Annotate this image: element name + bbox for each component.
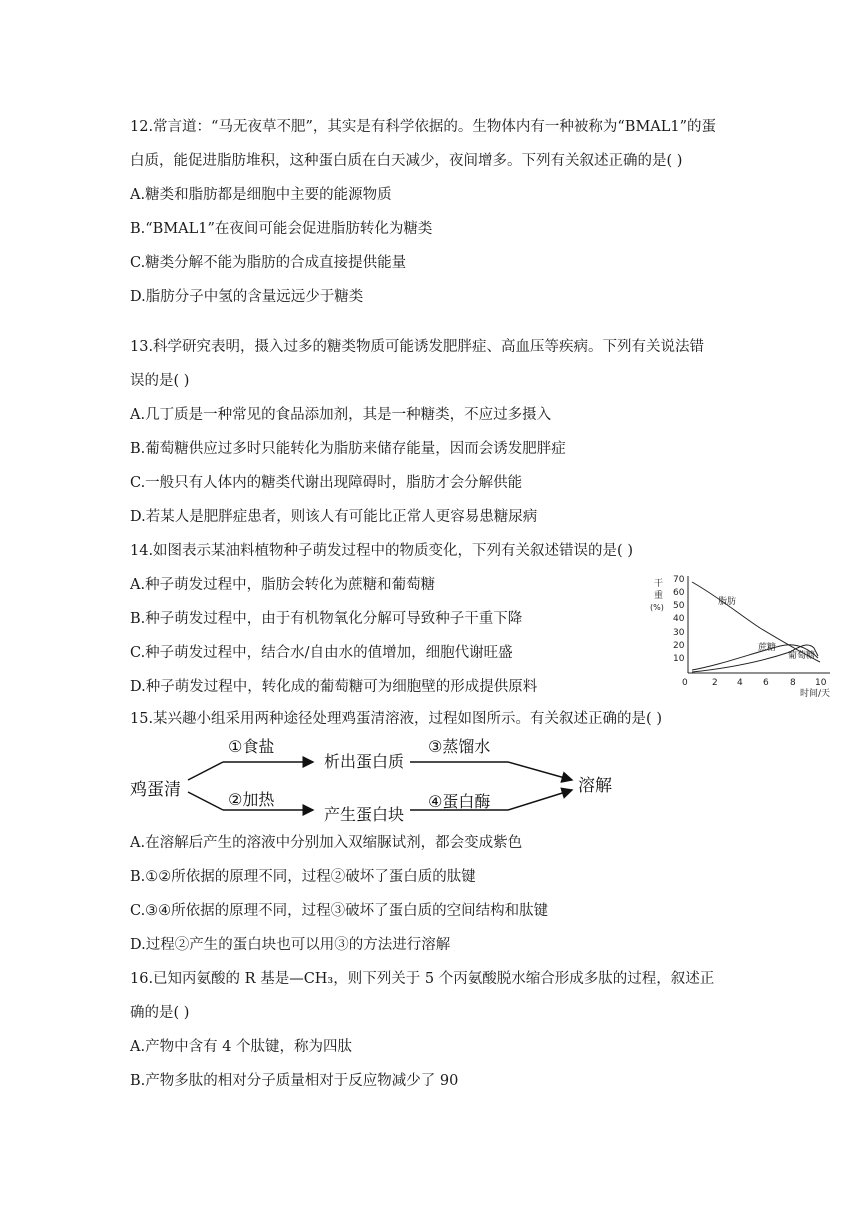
chart-xtick-6: 6 (763, 678, 769, 688)
q14-a: A.种子萌发过程中，脂肪会转化为蔗糖和葡萄糖 (130, 577, 436, 593)
q13-b: B.葡萄糖供应过多时只能转化为脂肪来储存能量，因而会诱发肥胖症 (130, 441, 566, 457)
q15-flow-diagram (128, 730, 618, 830)
q14-b: B.种子萌发过程中，由于有机物氧化分解可导致种子干重下降 (130, 611, 523, 627)
q16-b: B.产物多肽的相对分子质量相对于反应物减少了 90 (130, 1073, 459, 1089)
chart-ytick-60: 60 (673, 588, 685, 598)
chart-ytick-40: 40 (673, 614, 685, 624)
q15-a: A.在溶解后产生的溶液中分别加入双缩脲试剂，都会变成紫色 (130, 835, 523, 851)
chart-ytick-20: 20 (673, 641, 685, 651)
q15-d: D.过程②产生的蛋白块也可以用③的方法进行溶解 (130, 937, 451, 953)
flow-merge-down (508, 790, 572, 810)
q14-dry-weight-chart (640, 570, 840, 700)
q15-stem: 15.某兴趣小组采用两种途径处理鸡蛋清溶液，过程如图所示。有关叙述正确的是( ) (130, 711, 662, 727)
q12-stem-1: 12.常言道：“马无夜草不肥”，其实是有科学依据的。生物体内有一种被称为“BMAL1”的蛋 (130, 119, 717, 135)
flow-end-dissolve: 溶解 (578, 776, 612, 796)
q14-d: D.种子萌发过程中，转化成的葡萄糖可为细胞壁的形成提供原料 (130, 679, 538, 695)
chart-ytick-10: 10 (673, 654, 685, 664)
fat-label: 脂肪 (718, 597, 737, 607)
flow-lower-step1: ②加热 (228, 790, 275, 809)
flow-upper-step2: ③蒸馏水 (428, 737, 491, 756)
q16-stem-2: 确的是( ) (130, 1005, 190, 1021)
q13-stem-1: 13.科学研究表明，摄入过多的糖类物质可能诱发肥胖症、高血压等疾病。下列有关说法错 (130, 339, 705, 355)
q14-c: C.种子萌发过程中，结合水/自由水的值增加，细胞代谢旺盛 (130, 645, 513, 661)
q16-stem-1: 16.已知丙氨酸的 R 基是—CH₃，则下列关于 5 个丙氨酸脱水缩合形成多肽的过程，叙述正 (130, 971, 715, 987)
chart-ytick-50: 50 (673, 601, 685, 611)
chart-ylabel-3: (%) (650, 603, 664, 612)
chart-ylabel-1: 干 (654, 579, 664, 589)
flow-branch-up (188, 762, 223, 780)
chart-ytick-70: 70 (673, 575, 685, 585)
q12-a: A.糖类和脂肪都是细胞中主要的能源物质 (130, 187, 392, 203)
fat-curve (692, 582, 820, 662)
chart-xtick-0: 0 (682, 678, 688, 688)
chart-ytick-30: 30 (673, 628, 685, 638)
chart-xtick-4: 4 (737, 678, 743, 688)
flow-lower-result: 产生蛋白块 (324, 805, 405, 824)
q12-d: D.脂肪分子中氢的含量远远少于糖类 (130, 289, 364, 305)
chart-xtick-10: 10 (815, 678, 827, 688)
q12-stem-2: 白质，能促进脂肪堆积，这种蛋白质在白天减少，夜间增多。下列有关叙述正确的是( ) (130, 153, 683, 169)
glucose-label: 葡萄糖 (788, 651, 816, 661)
sucrose-label: 蔗糖 (758, 643, 777, 653)
flow-upper-result: 析出蛋白质 (324, 752, 405, 771)
flow-upper-step1: ①食盐 (228, 737, 275, 756)
flow-branch-down (188, 792, 223, 810)
q13-stem-2: 误的是( ) (130, 373, 190, 389)
q13-c: C.一般只有人体内的糖类代谢出现障碍时，脂肪才会分解供能 (130, 475, 523, 491)
q13-d: D.若某人是肥胖症患者，则该人有可能比正常人更容易患糖尿病 (130, 509, 538, 525)
q12-c: C.糖类分解不能为脂肪的合成直接提供能量 (130, 255, 407, 271)
chart-xlabel: 时间/天 (800, 689, 831, 699)
chart-xtick-8: 8 (790, 678, 796, 688)
q12-b: B.“BMAL1”在夜间可能会促进脂肪转化为糖类 (130, 221, 433, 237)
q15-b: B.①②所依据的原理不同，过程②破坏了蛋白质的肽键 (130, 869, 476, 885)
q15-c: C.③④所依据的原理不同，过程③破坏了蛋白质的空间结构和肽键 (130, 903, 549, 919)
chart-ylabel-2: 重 (654, 591, 664, 601)
q14-stem: 14.如图表示某油料植物种子萌发过程中的物质变化，下列有关叙述错误的是( ) (130, 543, 633, 559)
q16-a: A.产物中含有 4 个肽键，称为四肽 (130, 1039, 353, 1055)
chart-xtick-2: 2 (712, 678, 718, 688)
flow-lower-step2: ④蛋白酶 (428, 792, 491, 811)
q13-a: A.几丁质是一种常见的食品添加剂，其是一种糖类，不应过多摄入 (130, 407, 552, 423)
flow-start-egg-white: 鸡蛋清 (130, 780, 181, 800)
flow-merge-up (508, 762, 572, 780)
